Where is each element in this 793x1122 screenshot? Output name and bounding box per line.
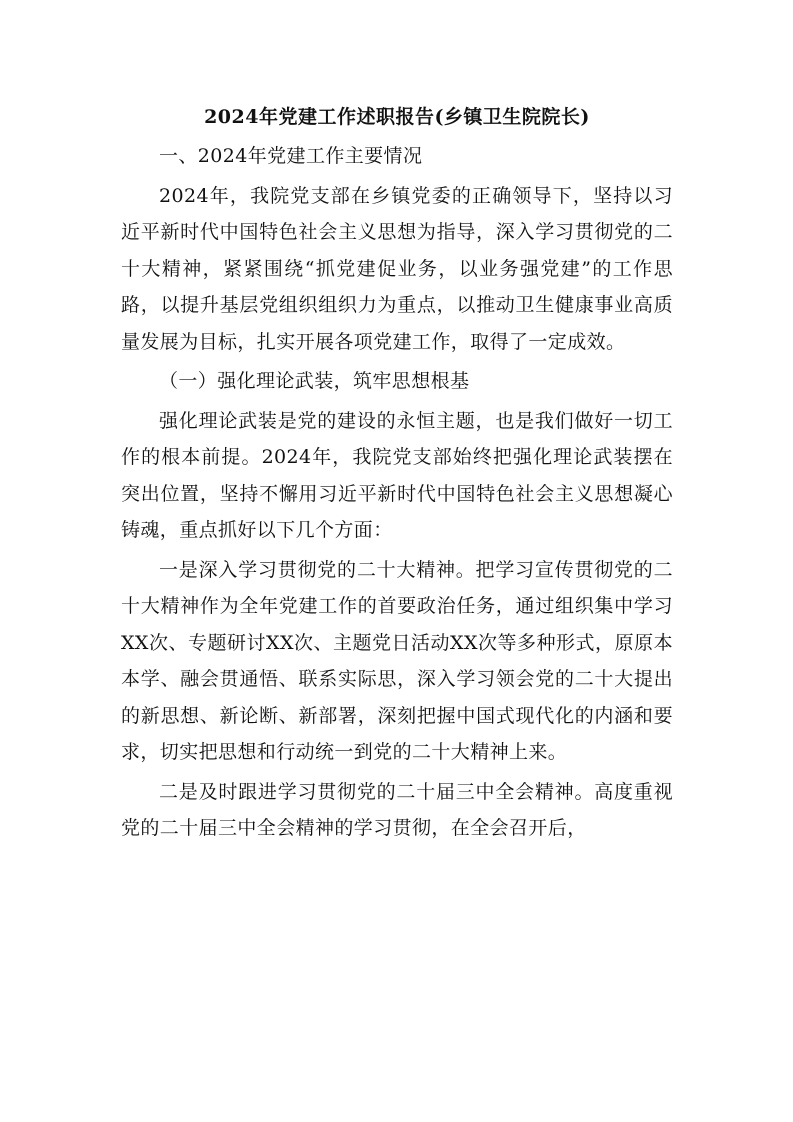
paragraph: 强化理论武装是党的建设的永恒主题，也是我们做好一切工作的根本前提。2024年，我院党支部始终把强化理论武装摆在突出位置，坚持不懈用习近平新时代中国特色社会主义思想凝心铸魂，重点抓好以下几个方面： — [121, 409, 673, 541]
subsection-heading: （一）强化理论武装，筑牢思想根基 — [159, 370, 470, 392]
paragraph: 2024年，我院党支部在乡镇党委的正确领导下，坚持以习近平新时代中国特色社会主义思想为指导，深入学习贯彻党的二十大精神，紧紧围绕“抓党建促业务，以业务强党建”的工作思路，以提升基层党组织组织力为重点，以推动卫生健康事业高质量发展为目标，扎实开展各项党建工作，取得了一定成效。 — [121, 184, 673, 353]
document-title: 2024年党建工作述职报告(乡镇卫生院院长) — [204, 106, 590, 128]
paragraph: 一是深入学习贯彻党的二十大精神。把学习宣传贯彻党的二十大精神作为全年党建工作的首要政治任务，通过组织集中学习XX次、专题研讨XX次、主题党日活动XX次等多种形式，原原本本学、融会贯通悟、联系实际思，深入学习领会党的二十大提出的新思想、新论断、新部署，深刻把握中国式现代化的内涵和要求，切实把思想和行动统一到党的二十大精神上来。 — [121, 558, 673, 763]
section-heading: 一、2024年党建工作主要情况 — [159, 145, 423, 167]
paragraph: 二是及时跟进学习贯彻党的二十届三中全会精神。高度重视党的二十届三中全会精神的学习贯彻，在全会召开后， — [121, 780, 673, 839]
document-body — [121, 96, 673, 847]
